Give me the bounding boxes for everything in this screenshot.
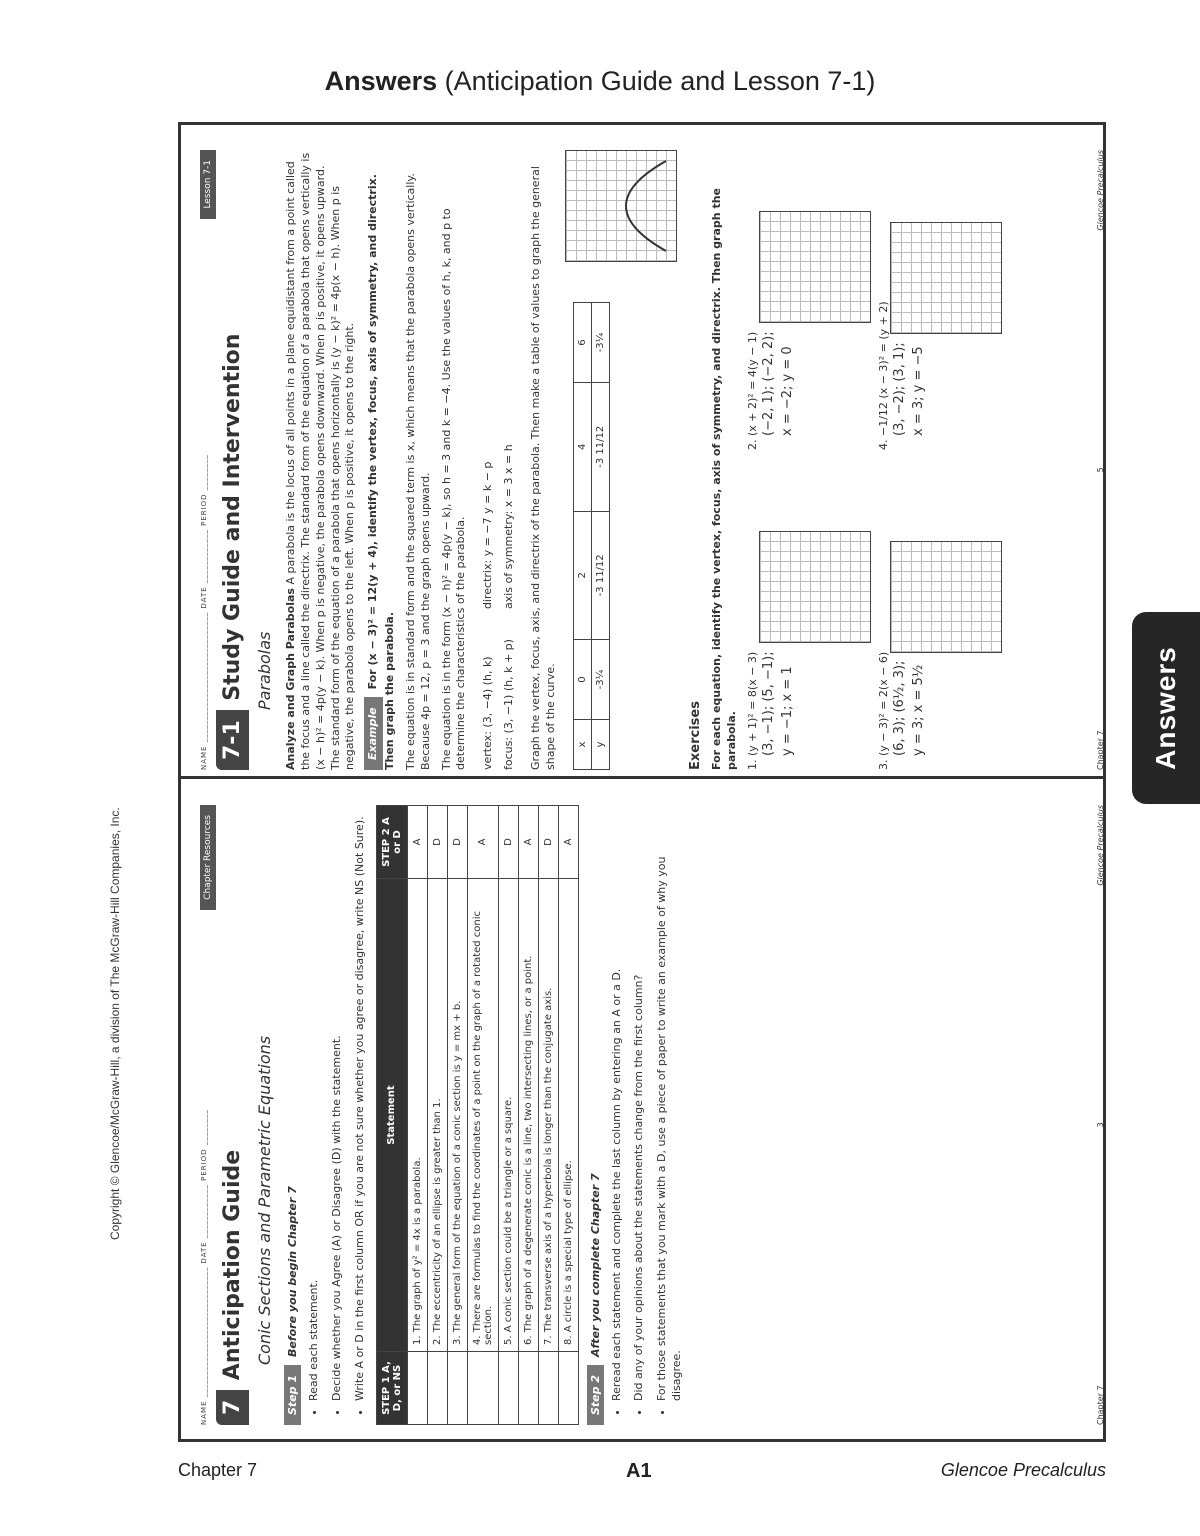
row-statement: 1. The graph of y² = 4x is a parabola. bbox=[407, 879, 427, 1352]
side-tab-label: Answers bbox=[1150, 646, 1181, 770]
lp-step1-label: Before you begin Chapter 7 bbox=[286, 1186, 299, 1357]
lp-step2-label: After you complete Chapter 7 bbox=[588, 1173, 602, 1357]
title-rest: (Anticipation Guide and Lesson 7-1) bbox=[437, 66, 876, 96]
lp-bottom-left: Chapter 7 bbox=[1096, 1385, 1105, 1425]
lp-bottom-right: Glencoe Precalculus bbox=[1096, 805, 1105, 886]
rp-header: NAME _____________________________ DATE ____________ PERIOD ________ bbox=[200, 454, 208, 770]
rp-flag: Lesson 7-1 bbox=[200, 150, 216, 219]
page-title bbox=[0, 66, 1200, 97]
rp-focus: focus: (3, −1) (h, k + p) bbox=[502, 639, 516, 770]
footer-right: Glencoe Precalculus bbox=[940, 1460, 1106, 1480]
exercise-4 bbox=[877, 150, 1002, 450]
row-answer: A bbox=[467, 806, 498, 879]
exercise-3 bbox=[877, 470, 1002, 770]
rp-exercises-head: Exercises bbox=[687, 701, 703, 770]
rp-exercises bbox=[746, 150, 1002, 770]
table-row bbox=[538, 806, 558, 1425]
rp-ty-2: -3 11/12 bbox=[591, 511, 609, 640]
rp-vertex: vertex: (3, −4) (h, k) bbox=[481, 656, 495, 770]
rp-tx-0: x bbox=[573, 720, 591, 770]
rp-bottom-left: Chapter 7 bbox=[1096, 730, 1105, 770]
rp-tx-2: 2 bbox=[573, 511, 591, 640]
ex-answer-2: x = −2; y = 0 bbox=[780, 346, 796, 436]
lp-step1-tag: Step 1 bbox=[284, 1365, 301, 1425]
exercise-2 bbox=[746, 150, 871, 450]
rp-ty-0: y bbox=[591, 720, 609, 770]
list-item: • Did any of your opinions about the statements change from the first column? bbox=[632, 805, 647, 1401]
ex-question: 1. (y + 1)² = 8(x − 3) bbox=[745, 651, 759, 770]
exercise-graph bbox=[890, 541, 1002, 653]
ex-answer-2: y = −1; x = 1 bbox=[780, 666, 796, 756]
ex-answer-1: (3, −1); (5, −1); bbox=[760, 651, 776, 756]
lp-subtitle: Conic Sections and Parametric Equations bbox=[255, 1035, 274, 1365]
lp-step1-list bbox=[307, 805, 368, 1413]
ex-question: 3. (y − 3)² = 2(x − 6) bbox=[876, 651, 890, 770]
rp-axis: axis of symmetry: x = 3 x = h bbox=[502, 444, 516, 610]
row-answer: D bbox=[538, 806, 558, 879]
rp-p3: Graph the vertex, focus, axis, and directrix of the parabola. Then make a table of values to graph the general shape of the curve. bbox=[528, 166, 557, 770]
col-step1: STEP 1 A, D, or NS bbox=[376, 1352, 407, 1425]
exercise-graph bbox=[759, 531, 871, 643]
table-row bbox=[498, 806, 518, 1425]
rp-subtitle: Parabolas bbox=[255, 631, 274, 710]
lp-bottom-mid: 3 bbox=[1096, 1122, 1105, 1128]
table-row bbox=[467, 806, 498, 1425]
lp-lesson-name: Anticipation Guide bbox=[220, 1149, 245, 1381]
row-statement: 7. The transverse axis of a hyperbola is longer than the conjugate axis. bbox=[538, 879, 558, 1352]
row-statement: 8. A circle is a special type of ellipse. bbox=[558, 879, 578, 1352]
rp-ty-1: -3¼ bbox=[591, 640, 609, 720]
ex-answer-1: (3, −2); (3, 1); bbox=[891, 342, 907, 436]
list-item: • Decide whether you Agree (A) or Disagree (D) with the statement. bbox=[330, 805, 345, 1401]
row-statement: 6. The graph of a degenerate conic is a line, two intersecting lines, or a point. bbox=[518, 879, 538, 1352]
lp-header: NAME _____________________________ DATE ____________ PERIOD ________ bbox=[200, 1109, 208, 1425]
title-bold: Answers bbox=[324, 66, 438, 96]
ex-answer-2: y = 3; x = 5½ bbox=[911, 664, 927, 756]
row-answer: D bbox=[427, 806, 447, 879]
rp-lesson-number: 7-1 bbox=[216, 710, 249, 770]
lp-flag: Chapter Resources bbox=[200, 805, 216, 910]
col-statement: Statement bbox=[376, 879, 407, 1352]
rp-value-table bbox=[573, 302, 610, 770]
copyright-text: Copyright © Glencoe/McGraw-Hill, a division of The McGraw-Hill Companies, Inc. bbox=[108, 807, 122, 1240]
rp-example-tag: Example bbox=[364, 697, 383, 770]
lp-step2-list bbox=[610, 805, 685, 1413]
lp-step2-tag: Step 2 bbox=[587, 1365, 604, 1425]
ex-question: 2. (x + 2)² = 4(y − 1) bbox=[745, 331, 759, 450]
row-answer: D bbox=[498, 806, 518, 879]
list-item: • For those statements that you mark with a D, use a piece of paper to write an example of why you disagree. bbox=[655, 805, 685, 1401]
lp-lesson-number: 7 bbox=[216, 1390, 249, 1425]
rp-tx-1: 0 bbox=[573, 640, 591, 720]
ex-question: 4. −1/12 (x − 3)² = (y + 2) bbox=[876, 301, 890, 450]
rp-ty-4: -3¼ bbox=[591, 303, 609, 383]
row-answer: D bbox=[447, 806, 467, 879]
list-item: • Reread each statement and complete the last column by entering an A or a D. bbox=[610, 805, 625, 1401]
table-row bbox=[447, 806, 467, 1425]
rp-intro: A parabola is the locus of all points in a plane equidistant from a point called the focus and a line called the directrix. The standard form of the equation of a parabola that opens vertically is (x − h)² = 4p(y − k). When p is negative, the parabola opens downward. When p is positive, it opens upward. The standard form of the equation of a parabola that opens horizontally is (y − k)² = 4p(x − h). When p is negative, the parabola opens to the left. When p is positive, it opens to the right. bbox=[284, 152, 357, 770]
row-answer: A bbox=[558, 806, 578, 879]
exercise-graph bbox=[759, 211, 871, 323]
anticipation-guide-panel bbox=[200, 805, 1105, 1425]
rp-lesson-name: Study Guide and Intervention bbox=[220, 333, 245, 701]
row-statement: 3. The general form of the equation of a conic section is y = mx + b. bbox=[447, 879, 467, 1352]
rp-intro-head: Analyze and Graph Parabolas bbox=[284, 588, 297, 770]
study-guide-panel bbox=[200, 150, 1105, 770]
table-row bbox=[518, 806, 538, 1425]
table-row bbox=[558, 806, 578, 1425]
table-row bbox=[407, 806, 427, 1425]
exercise-graph bbox=[890, 222, 1002, 334]
rp-p1: The equation is in standard form and the squared term is x, which means that the parabola opens vertically. Because 4p = 12, p = 3 and the graph opens upward. bbox=[403, 173, 432, 770]
rp-example-graph bbox=[565, 150, 677, 262]
table-row bbox=[427, 806, 447, 1425]
rp-characteristics bbox=[475, 150, 523, 770]
row-statement: 4. There are formulas to find the coordinates of a point on the graph of a rotated conic section. bbox=[467, 879, 498, 1352]
ex-answer-1: (6, 3); (6½, 3); bbox=[891, 660, 907, 756]
side-tab bbox=[1132, 612, 1200, 804]
row-statement: 5. A conic section could be a triangle or a square. bbox=[498, 879, 518, 1352]
ex-answer-2: x = 3; y = −5 bbox=[911, 346, 927, 436]
footer-page-number: A1 bbox=[626, 1460, 652, 1482]
rp-p2: The equation is in the form (x − h)² = 4p(y − k), so h = 3 and k = −4. Use the values of h, k, and p to determine the characteristics of the parabola. bbox=[439, 208, 468, 770]
rp-bottom-mid: 5 bbox=[1096, 467, 1105, 473]
row-statement: 2. The eccentricity of an ellipse is greater than 1. bbox=[427, 879, 447, 1352]
row-answer: A bbox=[518, 806, 538, 879]
ex-answer-1: (−2, 1); (−2, 2); bbox=[760, 331, 776, 436]
row-answer: A bbox=[407, 806, 427, 879]
col-step2: STEP 2 A or D bbox=[376, 806, 407, 879]
rp-bottom-right: Glencoe Precalculus bbox=[1096, 150, 1105, 231]
rp-example: For (x − 3)² = 12(y + 4), identify the vertex, focus, axis of symmetry, and directrix. Then graph the parabola. bbox=[366, 174, 397, 770]
parabola-graph-icon bbox=[566, 151, 676, 261]
rp-tx-4: 6 bbox=[573, 303, 591, 383]
frame-divider bbox=[178, 776, 1106, 779]
rp-ty-3: -3 11/12 bbox=[591, 383, 609, 512]
rp-exercises-intro: For each equation, identify the vertex, focus, axis of symmetry, and directrix. Then graph the parabola. bbox=[710, 188, 739, 770]
list-item: • Read each statement. bbox=[307, 805, 322, 1401]
exercise-1 bbox=[746, 470, 871, 770]
rp-tx-3: 4 bbox=[573, 383, 591, 512]
rp-directrix: directrix: y = −7 y = k − p bbox=[481, 461, 495, 610]
anticipation-table bbox=[376, 805, 579, 1425]
list-item: • Write A or D in the first column OR if you are not sure whether you agree or disagree, write NS (Not Sure). bbox=[353, 805, 368, 1401]
footer-left: Chapter 7 bbox=[178, 1460, 258, 1480]
